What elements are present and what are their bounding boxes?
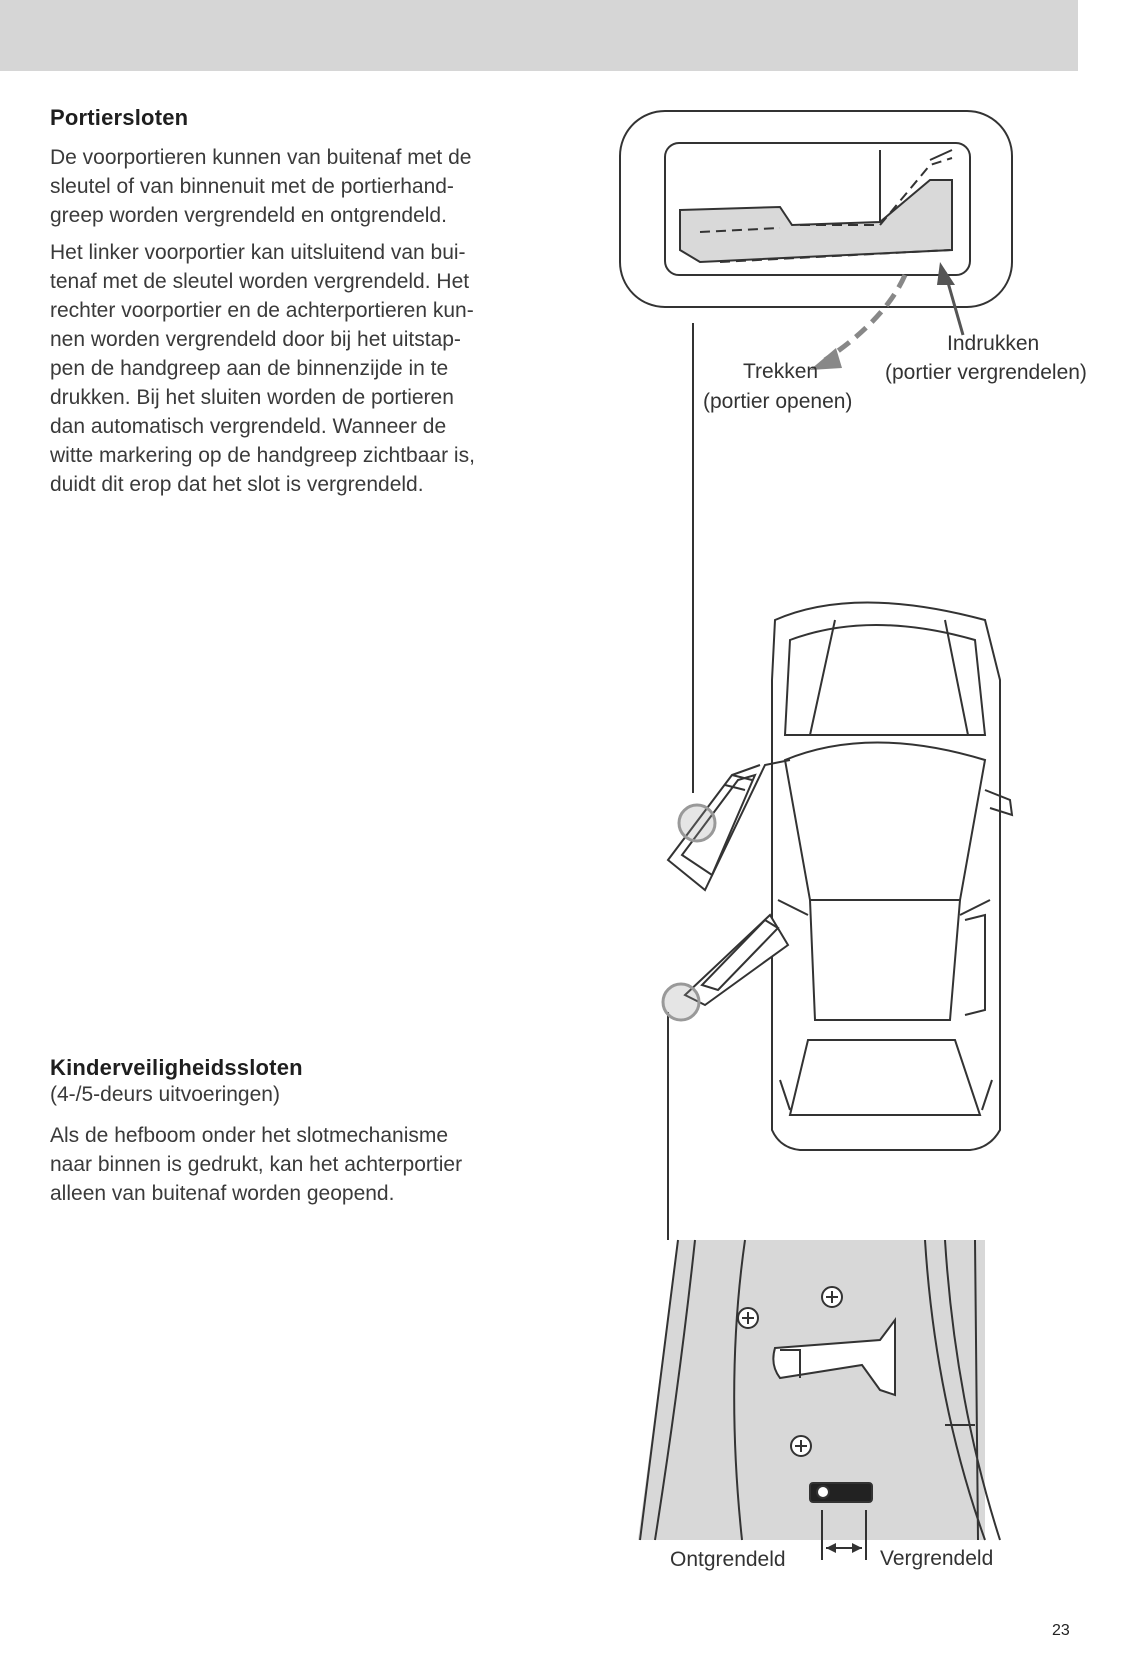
text-line: duidt dit erop dat het slot is vergrendeld. <box>50 473 424 496</box>
arrow-right-icon <box>852 1543 862 1553</box>
front-handle-highlight <box>679 805 715 841</box>
text-line: pen de handgreep aan de binnenzijde in te <box>50 357 449 380</box>
text-line: dan automatisch vergrendeld. Wanneer de <box>50 415 447 438</box>
handle-frame <box>620 111 1012 307</box>
text-line: De voorportieren kunnen van buitenaf met de <box>50 146 472 169</box>
text-line: Als de hefboom onder het slotmechanisme <box>50 1124 449 1147</box>
handle-lever <box>680 180 952 262</box>
text-line: sleutel of van binnenuit met de portierhand- <box>50 175 454 198</box>
pull-arrow <box>825 275 905 360</box>
car-top-view <box>663 603 1012 1151</box>
text-line: nen worden vergrendeld door bij het uitstap- <box>50 328 461 351</box>
text-line: rechter voorportier en de achterportieren kun- <box>50 299 474 322</box>
rear-handle-highlight <box>663 984 699 1020</box>
pull-label: Trekken <box>743 360 819 383</box>
text-line: Het linker voorportier kan uitsluitend van bui- <box>50 241 466 264</box>
locked-label: Vergrendeld <box>880 1547 994 1570</box>
lever-knob <box>817 1486 829 1498</box>
text-line: witte markering op de handgreep zichtbaar is, <box>50 444 475 467</box>
text-line: drukken. Bij het sluiten worden de portieren <box>50 386 454 409</box>
text-line: tenaf met de sleutel worden vergrendeld. Het <box>50 270 470 293</box>
push-caption: (portier vergrendelen) <box>885 361 1087 384</box>
text-line: alleen van buitenaf worden geopend. <box>50 1182 395 1205</box>
page-number: 23 <box>1052 1622 1070 1639</box>
child-locks-title: Kinderveiligheidssloten <box>50 1055 303 1080</box>
push-label: Indrukken <box>947 332 1040 355</box>
door-locks-title: Portiersloten <box>50 105 189 130</box>
text-line: greep worden vergrendeld en ontgrendeld. <box>50 204 447 227</box>
pull-caption: (portier openen) <box>703 390 853 413</box>
text-line: naar binnen is gedrukt, kan het achterportier <box>50 1153 463 1176</box>
arrow-left-icon <box>826 1543 836 1553</box>
child-locks-subtitle: (4-/5-deurs uitvoeringen) <box>50 1083 280 1106</box>
push-arrowhead <box>937 262 955 285</box>
child-lock-diagram <box>638 1240 1000 1560</box>
unlocked-label: Ontgrendeld <box>670 1548 786 1571</box>
